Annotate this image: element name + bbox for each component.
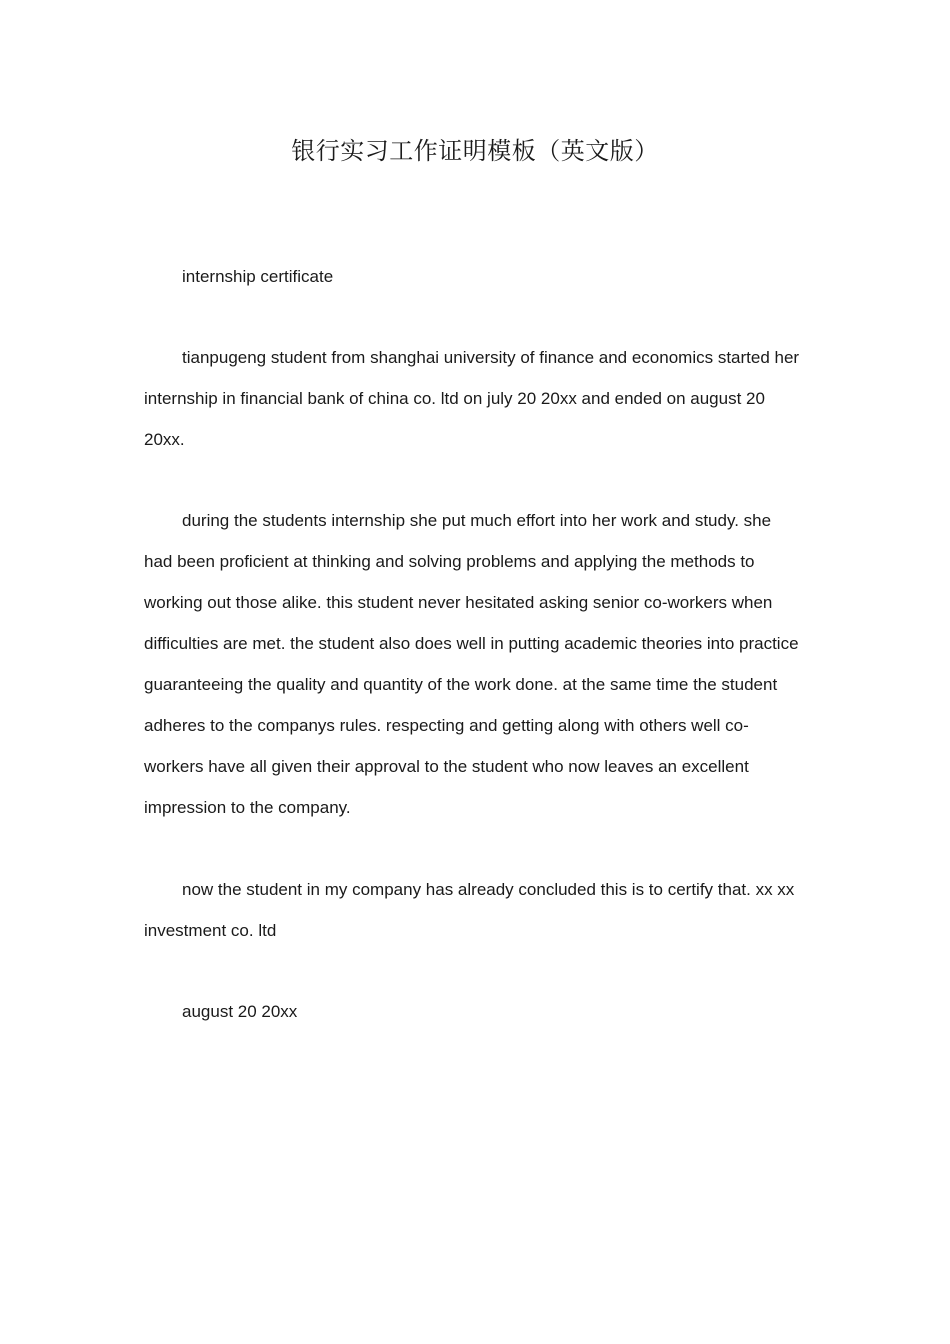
paragraph-text: during the students internship she put much effort into her work and study. she had been proficient at thinking and solving problems and applying the methods to working out those alike. this student never hesitated asking senior co-workers when difficulties are met. the student also does well in putting academic theories into practice guaranteeing the quality and quantity of the work done. at the same time the student adheres to the companys rules. respecting and getting along with others well co-workers have all given their approval to the student who now leaves an excellent impression to the company. <box>144 511 799 817</box>
certificate-date <box>144 991 804 1032</box>
paragraph-certification <box>144 869 804 951</box>
paragraph-performance <box>144 500 804 828</box>
paragraph-internship-period <box>144 337 804 460</box>
certificate-heading <box>144 256 804 297</box>
paragraph-text: tianpugeng student from shanghai university of finance and economics started her internship in financial bank of china co. ltd on july 20 20xx and ended on august 20 20xx. <box>144 348 800 449</box>
document-title: 银行实习工作证明模板（英文版） <box>291 137 659 165</box>
date-text: august 20 20xx <box>182 1002 298 1021</box>
paragraph-text: now the student in my company has already concluded this is to certify that. xx xx investment co. ltd <box>144 880 795 940</box>
heading-text: internship certificate <box>182 267 334 286</box>
